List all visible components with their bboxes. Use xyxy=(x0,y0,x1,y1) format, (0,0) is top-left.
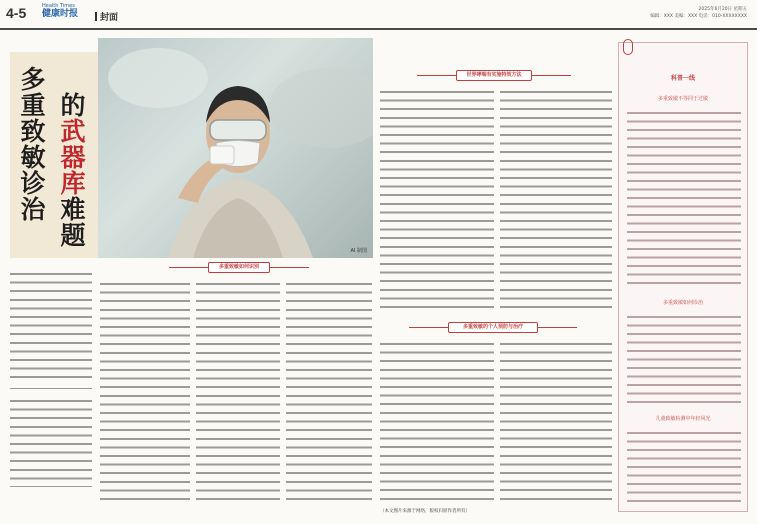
brand-sub: Health Times xyxy=(42,3,75,9)
section-label: 封面 xyxy=(95,10,118,23)
subhead-2: 世界哮喘有实施特效方法 xyxy=(456,70,532,81)
subhead-3: 多重致敏的个人预防与治疗 xyxy=(448,322,538,333)
header-info xyxy=(527,6,747,20)
header-editor: 编辑：XXX 美编：XXX 电话：010-XXXXXXXX xyxy=(650,14,747,19)
body-col-5-text xyxy=(500,88,612,313)
body-col-3 xyxy=(286,280,372,502)
sidebar-text-3 xyxy=(627,429,741,507)
body-col-4-text xyxy=(380,88,494,313)
body-col-7 xyxy=(500,340,612,504)
feature-title-line2 xyxy=(52,92,86,248)
allergy-person-illustration xyxy=(98,38,373,258)
brand-logo xyxy=(42,3,90,23)
body-col-3-text xyxy=(286,280,372,502)
paperclip-icon xyxy=(623,39,633,55)
body-col-6 xyxy=(380,340,494,504)
body-col-4 xyxy=(380,88,494,313)
title-end: 难题 xyxy=(57,196,86,248)
lede-divider xyxy=(10,388,92,389)
sidebar-subhead-3: 儿童致敏检测中年轻风光 xyxy=(655,416,711,422)
header-date: 2025年6月20日 星期五 xyxy=(698,7,747,12)
feature-title-block xyxy=(10,52,98,258)
feature-title-line1: 多重致敏诊治 xyxy=(17,66,46,222)
title-de: 的 xyxy=(57,92,86,118)
title-red-word: 武器库 xyxy=(57,118,86,196)
brand-name: 健康时报 xyxy=(42,9,79,19)
feature-photo xyxy=(98,38,373,258)
body-col-1-text xyxy=(100,280,190,502)
sidebar-box xyxy=(618,42,748,512)
page-header xyxy=(0,0,757,30)
body-col-6-text xyxy=(380,340,494,504)
lede-paragraph-1 xyxy=(10,270,92,380)
photo-credit: AI 制图 xyxy=(350,248,367,254)
body-col-5 xyxy=(500,88,612,313)
body-col-2 xyxy=(196,280,280,502)
body-col-1 xyxy=(100,280,190,502)
subhead-1: 多重致敏如何识别 xyxy=(208,262,270,273)
sidebar-text-3-lines xyxy=(627,429,741,507)
body-col-2-text xyxy=(196,280,280,502)
body-col-7-text xyxy=(500,340,612,504)
sidebar-subhead-1: 多重致敏不等同于过敏 xyxy=(657,96,708,102)
sidebar-title: 科普一线 xyxy=(670,75,695,82)
sidebar-text-2-lines xyxy=(627,313,741,405)
sidebar-text-1 xyxy=(627,109,741,289)
sidebar-subhead-2: 多重致敏如何诊治 xyxy=(662,300,703,306)
lede-text xyxy=(10,270,92,487)
footer-note: （本文图片来源于网络，版权归原作者所有） xyxy=(380,509,470,514)
page-number: 4-5 xyxy=(6,5,27,21)
lede-paragraph-2 xyxy=(10,397,92,487)
sidebar-text-1-lines xyxy=(627,109,741,289)
sidebar-text-2 xyxy=(627,313,741,405)
